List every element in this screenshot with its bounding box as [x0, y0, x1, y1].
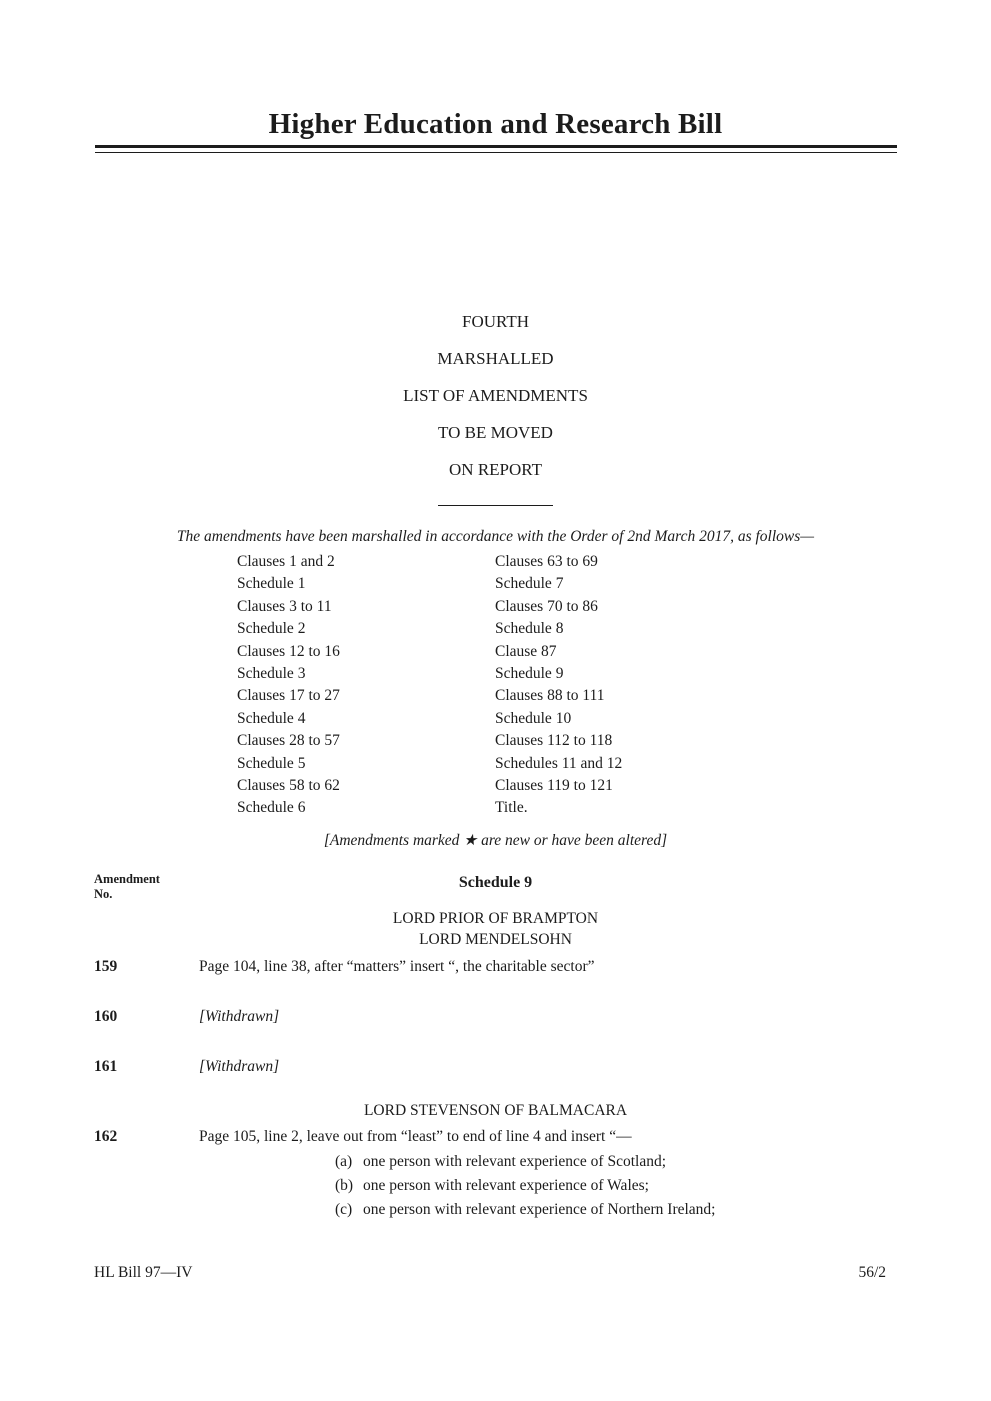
order-item: Clauses 119 to 121 — [495, 777, 613, 795]
amendment-text: [Withdrawn] — [199, 1008, 280, 1025]
marshal-note: The amendments have been marshalled in accordance with the Order of 2nd March 2017, as follows— — [176, 528, 815, 545]
order-list-right — [495, 551, 753, 820]
order-item: Schedule 4 — [237, 709, 306, 727]
order-item: Schedule 5 — [237, 754, 306, 772]
heading-line-list: LIST OF AMENDMENTS — [403, 386, 588, 405]
order-item: Schedules 11 and 12 — [495, 754, 623, 772]
footer-page-code: 56/2 — [858, 1264, 886, 1281]
order-item: Schedule 7 — [495, 575, 564, 593]
order-item: Clause 87 — [495, 642, 557, 660]
amendment-no-label-line1: Amendment — [94, 872, 160, 886]
amendment-162-subitem-c — [335, 1201, 715, 1219]
amendment-number: 159 — [94, 958, 118, 975]
order-item: Clauses 17 to 27 — [237, 687, 340, 705]
order-item: Clauses 112 to 118 — [495, 732, 613, 750]
order-item: Schedule 1 — [237, 575, 306, 593]
amendment-text: Page 104, line 38, after “matters” insert “, the charitable sector” — [199, 958, 595, 975]
marshalling-order-list — [237, 551, 753, 820]
sponsor-name: LORD MENDELSOHN — [419, 931, 572, 948]
order-item: Clauses 12 to 16 — [237, 642, 340, 660]
heading-line-marshalled: MARSHALLED — [437, 349, 554, 368]
sponsor-name: LORD STEVENSON OF BALMACARA — [363, 1102, 628, 1119]
bill-title: Higher Education and Research Bill — [268, 108, 723, 140]
order-item: Clauses 3 to 11 — [237, 597, 332, 615]
subitem-label: (a) — [335, 1153, 353, 1170]
amendment-text: [Withdrawn] — [199, 1058, 280, 1075]
order-item: Clauses 70 to 86 — [495, 597, 598, 615]
order-item: Schedule 8 — [495, 620, 564, 638]
order-item: Clauses 28 to 57 — [237, 732, 340, 750]
order-item: Clauses 58 to 62 — [237, 777, 340, 795]
amendment-number: 162 — [94, 1128, 118, 1145]
subitem-text: one person with relevant experience of Northern Ireland; — [363, 1201, 716, 1218]
section-divider — [438, 505, 553, 506]
subitem-text: one person with relevant experience of Scotland; — [363, 1153, 666, 1170]
amendment-162-subitem-a — [335, 1153, 666, 1171]
subitem-label: (b) — [335, 1177, 354, 1194]
order-item: Clauses 63 to 69 — [495, 553, 598, 570]
order-item: Schedule 6 — [237, 799, 306, 817]
schedule-heading: Schedule 9 — [458, 874, 533, 891]
order-item: Title. — [495, 799, 528, 817]
sponsor-group-2 — [0, 1100, 991, 1121]
sponsor-group-1 — [0, 908, 991, 950]
sponsor-name: LORD PRIOR OF BRAMPTON — [392, 910, 599, 927]
amendment-no-label-line2: No. — [94, 887, 113, 901]
amendment-number: 160 — [94, 1008, 118, 1025]
footer-bill-reference: HL Bill 97—IV — [94, 1264, 193, 1281]
amendment-162-subitem-b — [335, 1177, 649, 1195]
order-item: Clauses 88 to 111 — [495, 687, 605, 705]
amendment-text: Page 105, line 2, leave out from “least” to end of line 4 and insert “— — [199, 1128, 632, 1145]
star-note: [Amendments marked ★ are new or have been altered] — [323, 832, 668, 849]
heading-line-fourth: FOURTH — [462, 312, 529, 331]
order-item: Schedule 2 — [237, 620, 306, 638]
order-item: Schedule 9 — [495, 665, 564, 683]
order-item: Clauses 1 and 2 — [237, 553, 335, 570]
order-item: Schedule 10 — [495, 709, 572, 727]
subitem-text: one person with relevant experience of Wales; — [363, 1177, 649, 1194]
heading-line-moved: TO BE MOVED — [438, 423, 553, 442]
order-item: Schedule 3 — [237, 665, 306, 683]
order-list-left — [237, 551, 495, 820]
subitem-label: (c) — [335, 1201, 353, 1218]
heading-line-report: ON REPORT — [449, 460, 542, 479]
heading-block — [0, 303, 991, 488]
title-rule — [95, 145, 897, 153]
amendment-number: 161 — [94, 1058, 118, 1075]
